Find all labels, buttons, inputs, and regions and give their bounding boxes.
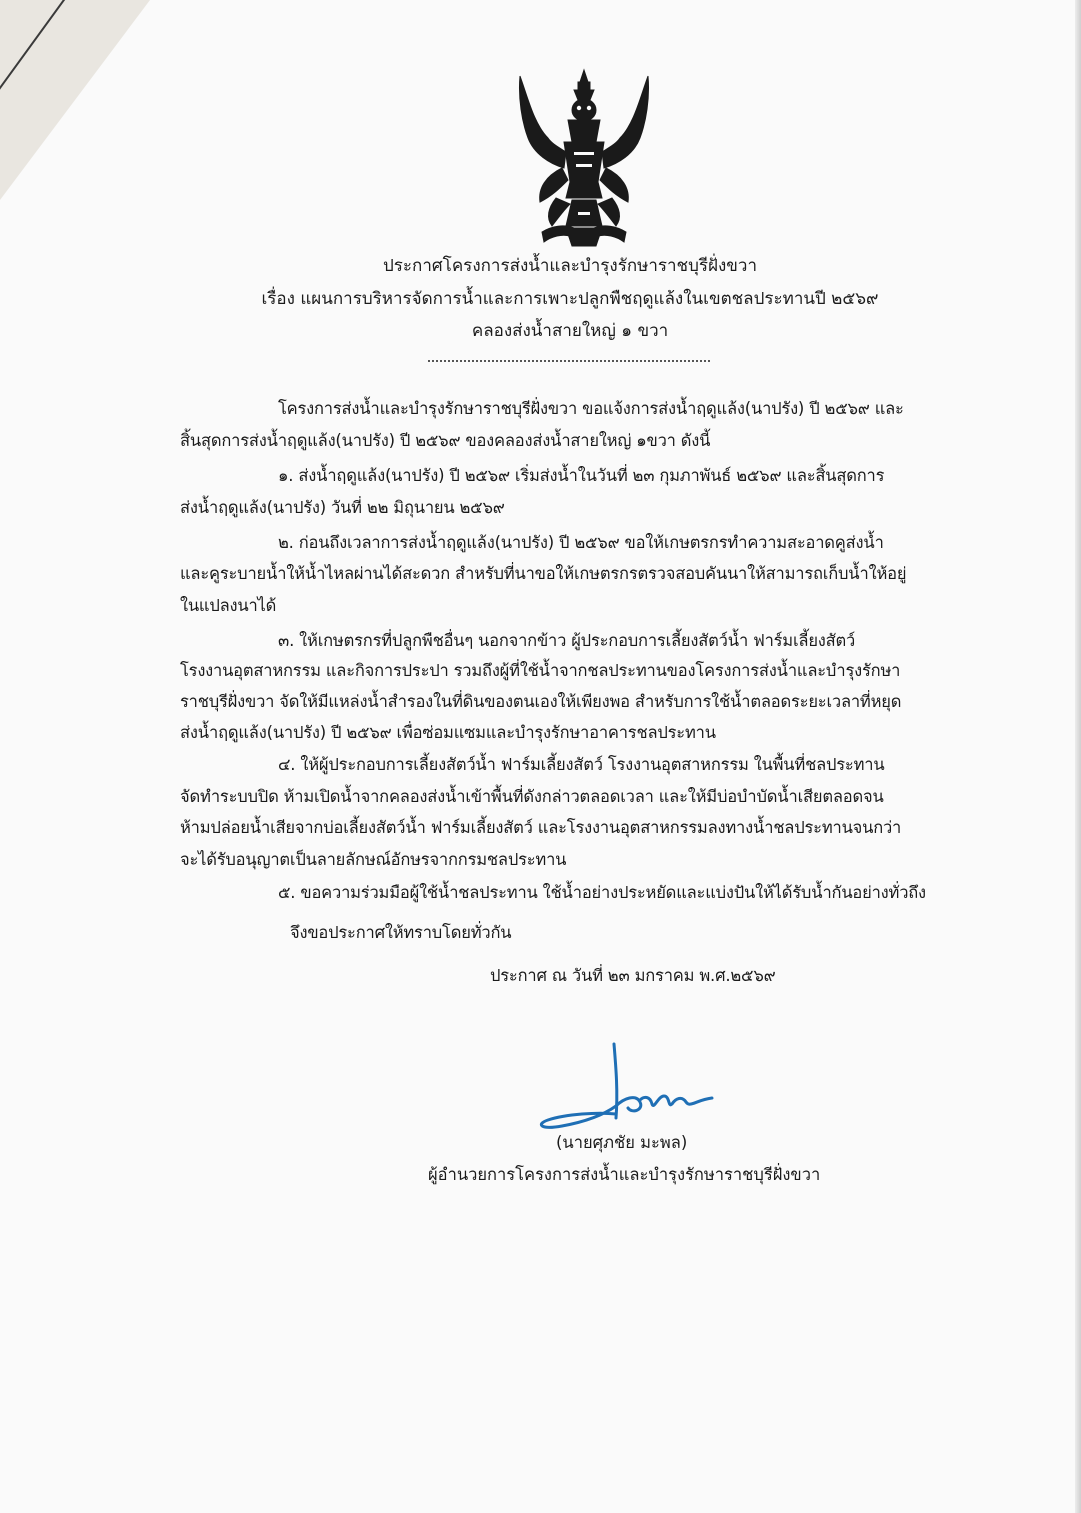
item-5-line: ๕. ขอความร่วมมือผู้ใช้น้ำชลประทาน ใช้น้ำอย่างประหยัดและแบ่งปันให้ได้รับน้ำกันอย่างทั่วถึง: [278, 883, 926, 902]
signatory-position: ผู้อำนวยการโครงการส่งน้ำและบำรุงรักษาราชบุรีฝั่งขวา: [428, 1165, 821, 1184]
item-4-line: ห้ามปล่อยน้ำเสียจากบ่อเลี้ยงสัตว์น้ำ ฟาร์มเลี้ยงสัตว์ และโรงงานอุตสาหกรรมลงทางน้ำชลประทานจนกว่า: [180, 818, 902, 837]
intro-line: สิ้นสุดการส่งน้ำฤดูแล้ง(นาปรัง) ปี ๒๕๖๙ ของคลองส่งน้ำสายใหญ่ ๑ขวา ดังนี้: [180, 431, 711, 450]
page-right-edge: [1075, 0, 1081, 1513]
announcement-date: ประกาศ ณ วันที่ ๒๓ มกราคม พ.ศ.๒๕๖๙: [490, 966, 776, 985]
garuda-emblem: [512, 68, 656, 248]
item-4-line: จะได้รับอนุญาตเป็นลายลักษณ์อักษรจากกรมชลประทาน: [180, 850, 567, 869]
item-3-line: ราชบุรีฝั่งขวา จัดให้มีแหล่งน้ำสำรองในที่ดินของตนเองให้เพียงพอ สำหรับการใช้น้ำตลอดระยะเวลาที่หยุด: [180, 692, 902, 711]
closing-statement: จึงขอประกาศให้ทราบโดยทั่วกัน: [290, 923, 512, 942]
handwritten-signature: [532, 1040, 732, 1130]
signatory-name: (นายศุภชัย มะพล): [556, 1133, 688, 1152]
announcement-canal: คลองส่งน้ำสายใหญ่ ๑ ขวา: [471, 321, 669, 341]
item-2-line: และคูระบายน้ำให้น้ำไหลผ่านได้สะดวก สำหรับที่นาขอให้เกษตรกรตรวจสอบคันนาให้สามารถเก็บน้ำให้อยู่: [180, 564, 907, 583]
item-3-line: ๓. ให้เกษตรกรที่ปลูกพืชอื่นๆ นอกจากข้าว ผู้ประกอบการเลี้ยงสัตว์น้ำ ฟาร์มเลี้ยงสัตว์: [278, 631, 856, 650]
item-4-line: จัดทำระบบปิด ห้ามเปิดน้ำจากคลองส่งน้ำเข้าพื้นที่ดังกล่าวตลอดเวลา และให้มีบ่อบำบัดน้ำเสียตลอดจน: [180, 787, 884, 806]
item-2-line: ๒. ก่อนถึงเวลาการส่งน้ำฤดูแล้ง(นาปรัง) ปี ๒๕๖๙ ขอให้เกษตรกรทำความสะอาดคูส่งน้ำ: [278, 533, 884, 552]
item-1-line: ส่งน้ำฤดูแล้ง(นาปรัง) วันที่ ๒๒ มิถุนายน ๒๕๖๙: [180, 498, 505, 517]
item-3-line: โรงงานอุตสาหกรรม และกิจการประปา รวมถึงผู้ที่ใช้น้ำจากชลประทานของโครงการส่งน้ำและบำรุงรักษา: [180, 661, 901, 680]
dotted-divider: [428, 360, 710, 362]
page-fold-corner: [0, 0, 150, 200]
item-1-line: ๑. ส่งน้ำฤดูแล้ง(นาปรัง) ปี ๒๕๖๙ เริ่มส่งน้ำในวันที่ ๒๓ กุมภาพันธ์ ๒๕๖๙ และสิ้นสุดการ: [278, 466, 885, 485]
item-3-line: ส่งน้ำฤดูแล้ง(นาปรัง) ปี ๒๕๖๙ เพื่อซ่อมแซมและบำรุงรักษาอาคารชลประทาน: [180, 723, 716, 742]
announcement-title: ประกาศโครงการส่งน้ำและบำรุงรักษาราชบุรีฝั่งขวา: [383, 256, 757, 276]
announcement-subject: เรื่อง แผนการบริหารจัดการน้ำและการเพาะปลูกพืชฤดูแล้งในเขตชลประทานปี ๒๕๖๙: [261, 289, 879, 309]
item-2-line: ในแปลงนาได้: [180, 596, 277, 615]
item-4-line: ๔. ให้ผู้ประกอบการเลี้ยงสัตว์น้ำ ฟาร์มเลี้ยงสัตว์ โรงงานอุตสาหกรรม ในพื้นที่ชลประทาน: [278, 755, 885, 774]
intro-line: โครงการส่งน้ำและบำรุงรักษาราชบุรีฝั่งขวา ขอแจ้งการส่งน้ำฤดูแล้ง(นาปรัง) ปี ๒๕๖๙ และ: [278, 399, 904, 418]
